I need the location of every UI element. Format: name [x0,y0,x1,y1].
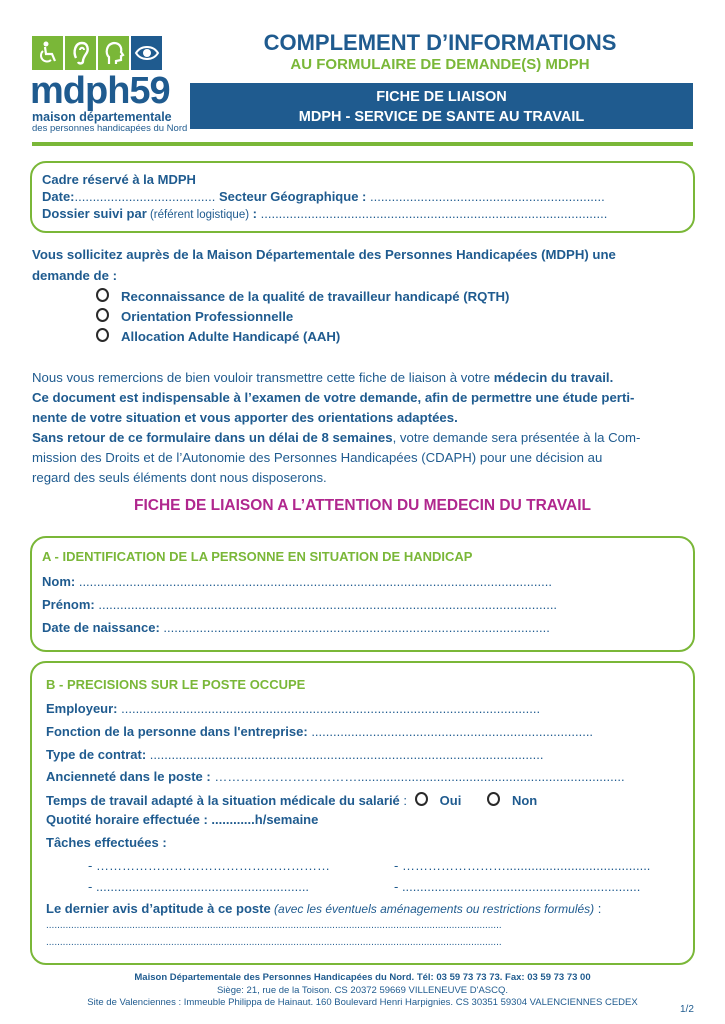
task-field-3[interactable]: - ........................................................... [88,879,310,894]
body-p1-bold: médecin du travail. [493,370,614,385]
head-icon [98,36,129,70]
body-p3-line-2: mission des Droits et de l’Autonomie des Personnes Handicapées (CDAPH) pour une décision au [32,450,603,465]
aptitude-label: Le dernier avis d’aptitude à ce poste [46,901,271,916]
footer-line-2: Siège: 21, rue de la Toison. CS 20372 59669 VILLENEUVE D'ASCQ. [216,985,509,996]
reserved-dossier-row [42,206,607,221]
fiche-title: FICHE DE LIAISON A L’ATTENTION DU MEDECIN DU TRAVAIL [134,497,591,514]
option-orientation[interactable] [96,308,293,324]
body-p1 [32,368,613,388]
logo-wordmark: mdph59 [30,70,170,112]
secteur-field[interactable]: ................................................................. [366,189,605,204]
nom-label: Nom: [42,574,76,589]
date-label: Date: [42,189,75,204]
naissance-row [42,620,550,635]
taches-label: Tâches effectuées : [46,835,167,850]
body-p2-line-1: Ce document est indispensable à l’examen de votre demande, afin de permettre une étude perti- [32,390,635,405]
prenom-field[interactable]: ............................................................................................................................... [94,597,558,612]
dossier-colon: : [249,206,258,221]
task-field-2[interactable]: - ……………………........................................ [394,858,651,873]
eye-icon [131,36,162,70]
radio-circle-icon[interactable] [96,328,109,342]
quotite-label: Quotité horaire effectuée : [46,812,208,827]
employeur-label: Employeur: [46,701,118,716]
body-p3-text: , votre demande sera présentée à la Com- [392,430,641,445]
task-field-4[interactable]: - .................................................................. [394,879,641,894]
dossier-note: (référent logistique) [146,209,250,221]
ear-icon [65,36,96,70]
radio-circle-icon[interactable] [96,288,109,302]
contrat-field[interactable]: ............................................................................................................. [146,747,544,762]
temps-row [46,792,537,808]
banner-line-1: FICHE DE LIAISON [376,89,507,105]
contrat-row [46,747,543,762]
body-p2-line-2: nente de votre situation et vous apporter des orientations adaptées. [32,410,458,425]
task-field-1[interactable]: - ……………………………………………… [88,858,330,873]
liaison-banner [190,83,693,129]
nom-field[interactable]: ................................................................................................................................... [75,574,552,589]
body-p3-bold: Sans retour de ce formulaire dans un délai de 8 semaines [32,430,393,445]
temps-label: Temps de travail adapté à la situation médicale du salarié [46,793,400,808]
aptitude-row [46,901,601,916]
body-p3-line-3: regard des seuls éléments dont nous disposerons. [32,470,327,485]
radio-non-icon[interactable] [487,792,500,806]
intro-line-2: demande de : [32,268,118,283]
fonction-field[interactable]: .............................................................................. [307,724,594,739]
aptitude-field-2[interactable]: .................................................................................................................................................................... [46,937,502,948]
prenom-label: Prénom: [42,597,95,612]
secteur-label: Secteur Géographique : [215,189,367,204]
naissance-label: Date de naissance: [42,620,160,635]
body-p3-line-1 [32,428,640,448]
logo-icons [32,36,163,70]
non-label: Non [511,793,538,808]
anciennete-field[interactable]: …………………………….......................................................................... [210,769,625,784]
dossier-field[interactable]: ................................................................................................ [257,206,608,221]
option-label: Allocation Adulte Handicapé (AAH) [121,329,341,344]
employeur-field[interactable]: .................................................................................................................... [117,701,541,716]
anciennete-label: Ancienneté dans le poste : [46,769,211,784]
page-subtitle: AU FORMULAIRE DE DEMANDE(S) MDPH [290,56,590,73]
radio-oui-icon[interactable] [415,792,428,806]
prenom-row [42,597,557,612]
aptitude-colon: : [594,901,602,916]
fonction-row [46,724,593,739]
section-a-title: A - IDENTIFICATION DE LA PERSONNE EN SITUATION DE HANDICAP [42,549,473,564]
contrat-label: Type de contrat: [46,747,147,762]
option-rqth[interactable] [96,288,509,304]
footer-line-1: Maison Départementale des Personnes Handicapées du Nord. Tél: 03 59 73 73 73. Fax: 03 59 73 73 00 [134,972,591,983]
option-label: Orientation Professionnelle [121,309,294,324]
nom-row [42,574,552,589]
dossier-label: Dossier suivi par [42,206,147,221]
reserved-title: Cadre réservé à la MDPH [42,172,196,187]
wheelchair-icon [32,36,63,70]
quotite-field[interactable]: ............h/semaine [207,812,319,827]
divider [32,142,693,146]
option-label: Reconnaissance de la qualité de travailleur handicapé (RQTH) [121,289,510,304]
temps-colon: : [399,793,408,808]
banner-line-2: MDPH - SERVICE DE SANTE AU TRAVAIL [298,109,585,125]
fonction-label: Fonction de la personne dans l'entreprise: [46,724,308,739]
page-title: COMPLEMENT D’INFORMATIONS [263,30,617,55]
aptitude-note: (avec les éventuels aménagements ou restrictions formulés) [270,902,595,916]
date-field[interactable]: ....................................... [74,189,216,204]
option-aah[interactable] [96,328,340,344]
anciennete-row [46,769,625,784]
quotite-row [46,812,318,827]
logo-subtitle-2: des personnes handicapées du Nord [32,123,188,134]
radio-circle-icon[interactable] [96,308,109,322]
intro-line-1: Vous sollicitez auprès de la Maison Départementale des Personnes Handicapées (MDPH) une [32,247,616,262]
body-p1-text: Nous vous remercions de bien vouloir transmettre cette fiche de liaison à votre [32,370,494,385]
reserved-date-row [42,189,605,204]
employeur-row [46,701,540,716]
aptitude-field-1[interactable]: .................................................................................................................................................................... [46,920,502,931]
oui-label: Oui [439,793,462,808]
section-b-title: B - PRECISIONS SUR LE POSTE OCCUPE [46,677,306,692]
logo-subtitle-1: maison départementale [32,110,172,124]
naissance-field[interactable]: ........................................................................................................... [159,620,550,635]
footer-line-3: Site de Valenciennes : Immeuble Philippa de Hainaut. 160 Boulevard Henri Harpignies. CS 30351 59304 VALENCIENNES CEDEX [87,997,638,1008]
page-number: 1/2 [680,1004,694,1015]
